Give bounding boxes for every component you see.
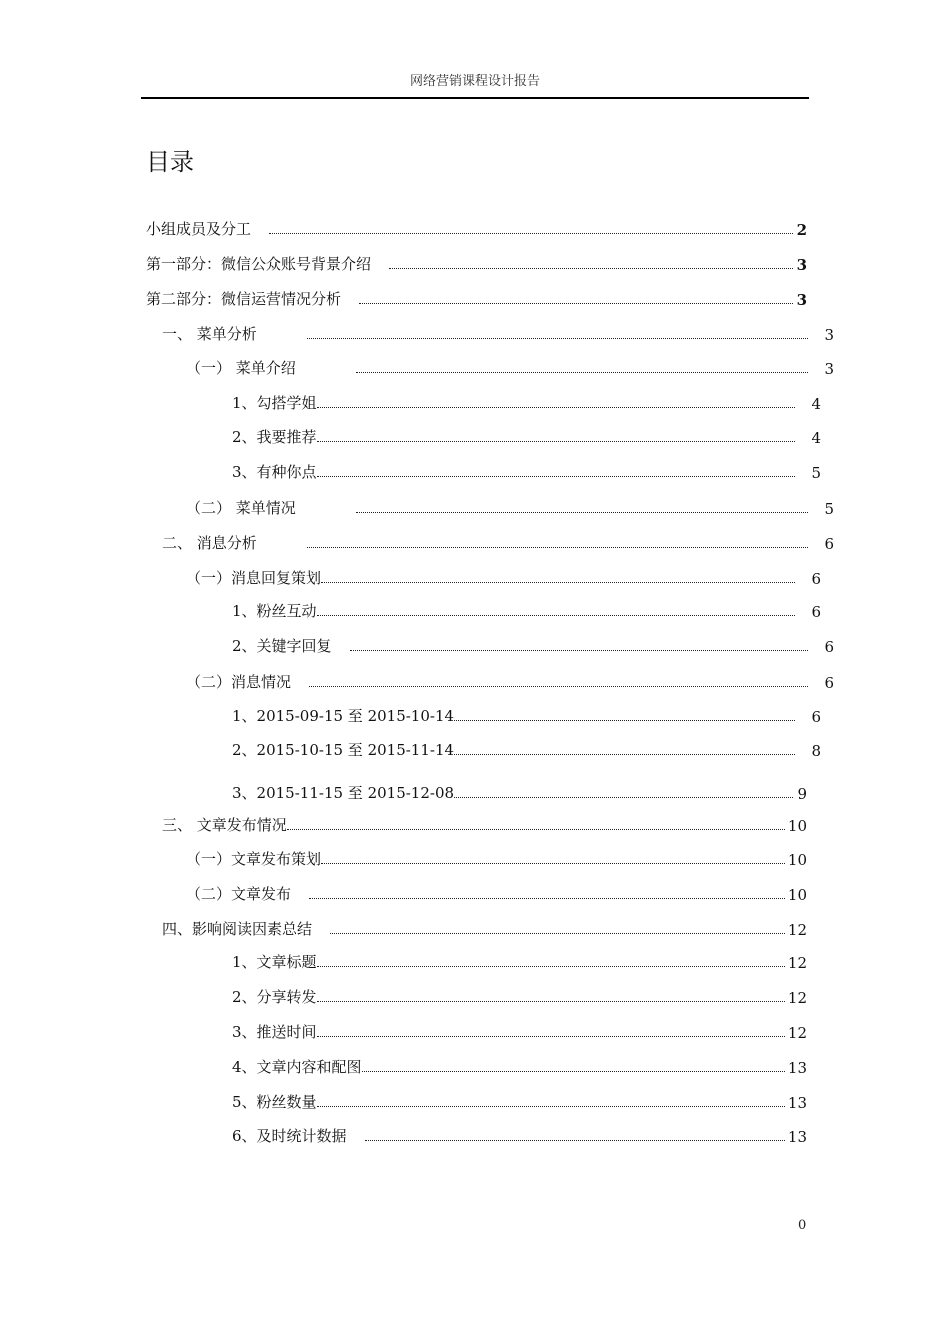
toc-leader <box>362 1070 785 1072</box>
toc-entry[interactable] <box>232 1055 807 1077</box>
toc-entry-page: 6 <box>824 535 834 553</box>
toc-entry-page: 12 <box>787 921 807 939</box>
toc-leader <box>317 1000 785 1002</box>
toc-leader <box>317 406 795 408</box>
toc-entry[interactable] <box>146 287 807 309</box>
toc-entry-label: 一、 菜单分析 <box>162 325 257 343</box>
toc-title: 目录 <box>146 148 194 176</box>
toc-entry-page: 5 <box>811 464 821 482</box>
toc-entry[interactable] <box>186 670 834 692</box>
toc-entry-label: 四、影响阅读因素总结 <box>162 920 313 938</box>
toc-entry-label: （一）消息回复策划 <box>186 569 322 587</box>
toc-entry[interactable] <box>186 496 834 518</box>
toc-entry-label: （二）文章发布 <box>186 885 292 903</box>
toc-leader <box>454 719 795 721</box>
toc-leader <box>330 932 785 934</box>
toc-entry-label: 3、推送时间 <box>232 1023 317 1041</box>
toc-leader <box>307 546 808 548</box>
toc-entry[interactable] <box>186 882 807 904</box>
toc-entry-label: （一） 菜单介绍 <box>186 359 296 377</box>
toc-entry-page: 4 <box>811 429 821 447</box>
toc-entry[interactable] <box>162 322 834 344</box>
toc-entry-label: （一）文章发布策划 <box>186 850 322 868</box>
toc-leader <box>356 511 808 513</box>
running-header: 网络营销课程设计报告 <box>409 74 540 89</box>
toc-leader <box>317 614 795 616</box>
toc-entry-page: 12 <box>787 954 807 972</box>
toc-entry[interactable] <box>146 252 807 274</box>
toc-leader <box>317 440 795 442</box>
toc-entry-label: 三、 文章发布情况 <box>162 816 287 834</box>
toc-entry-label: 4、文章内容和配图 <box>232 1058 362 1076</box>
toc-leader <box>287 828 785 830</box>
toc-entry-page: 10 <box>787 817 807 835</box>
toc-entry-label: 2、分享转发 <box>232 988 317 1006</box>
toc-entry-page: 6 <box>811 570 821 588</box>
toc-entry-page: 10 <box>787 851 807 869</box>
toc-entry[interactable] <box>232 1020 807 1042</box>
toc-leader <box>317 965 785 967</box>
toc-entry-page: 13 <box>787 1094 807 1112</box>
toc-entry-page: 13 <box>787 1128 807 1146</box>
toc-entry[interactable] <box>232 1090 807 1112</box>
toc-entry-label: 1、粉丝互动 <box>232 602 317 620</box>
toc-entry[interactable] <box>232 738 821 760</box>
toc-entry[interactable] <box>232 634 834 656</box>
toc-entry-page: 3 <box>796 256 807 274</box>
toc-entry-label: 3、2015-11-15 至 2015-12-08 <box>232 784 455 802</box>
toc-entry-label: 2、关键字回复 <box>232 637 332 655</box>
toc-leader <box>317 1105 785 1107</box>
toc-leader <box>321 581 795 583</box>
toc-leader <box>359 302 793 304</box>
toc-entry-page: 2 <box>796 221 807 239</box>
toc-entry-label: 1、2015-09-15 至 2015-10-14 <box>232 707 455 725</box>
toc-entry[interactable] <box>232 1124 807 1146</box>
toc-leader <box>454 796 793 798</box>
toc-entry[interactable] <box>232 425 821 447</box>
toc-entry[interactable] <box>232 985 807 1007</box>
toc-entry-page: 12 <box>787 989 807 1007</box>
toc-leader <box>269 232 793 234</box>
toc-leader <box>309 685 808 687</box>
toc-leader <box>309 897 785 899</box>
toc-entry-label: 6、及时统计数据 <box>232 1127 347 1145</box>
toc-entry-page: 9 <box>797 785 807 803</box>
toc-entry[interactable] <box>232 391 821 413</box>
toc-entry[interactable] <box>162 917 807 939</box>
toc-entry[interactable] <box>162 813 807 835</box>
toc-entry-page: 13 <box>787 1059 807 1077</box>
header-rule <box>141 97 809 99</box>
toc-entry-label: 2、我要推荐 <box>232 428 317 446</box>
toc-entry-page: 8 <box>811 742 821 760</box>
toc-entry-label: 1、文章标题 <box>232 953 317 971</box>
toc-leader <box>389 267 793 269</box>
toc-entry-label: 第二部分：微信运营情况分析 <box>146 290 342 308</box>
toc-entry-label: 1、勾搭学姐 <box>232 394 317 412</box>
toc-entry-page: 10 <box>787 886 807 904</box>
toc-entry-label: 小组成员及分工 <box>146 220 252 238</box>
toc-entry-label: 第一部分：微信公众账号背景介绍 <box>146 255 372 273</box>
toc-entry-label: 2、2015-10-15 至 2015-11-14 <box>232 741 455 759</box>
toc-entry-page: 5 <box>824 500 834 518</box>
toc-entry-page: 6 <box>811 603 821 621</box>
toc-entry-label: （二）消息情况 <box>186 673 292 691</box>
toc-entry[interactable] <box>186 847 807 869</box>
toc-entry[interactable] <box>232 599 821 621</box>
toc-entry[interactable] <box>232 704 821 726</box>
toc-leader <box>317 475 795 477</box>
toc-entry-label: 3、有种你点 <box>232 463 317 481</box>
toc-leader <box>454 753 795 755</box>
toc-entry[interactable] <box>162 531 834 553</box>
toc-entry[interactable] <box>232 460 821 482</box>
toc-entry[interactable] <box>186 566 821 588</box>
toc-leader <box>350 649 808 651</box>
toc-entry-label: 二、 消息分析 <box>162 534 257 552</box>
toc-entry-page: 6 <box>824 674 834 692</box>
toc-entry[interactable] <box>186 356 834 378</box>
toc-leader <box>356 371 808 373</box>
toc-entry[interactable] <box>232 781 807 803</box>
toc-entry-page: 4 <box>811 395 821 413</box>
toc-entry-page: 3 <box>824 360 834 378</box>
toc-entry-page: 12 <box>787 1024 807 1042</box>
toc-entry-page: 3 <box>796 291 807 309</box>
toc-leader <box>365 1139 785 1141</box>
toc-entry[interactable] <box>146 217 807 239</box>
toc-leader <box>317 1035 785 1037</box>
toc-leader <box>307 337 808 339</box>
toc-entry-label: 5、粉丝数量 <box>232 1093 317 1111</box>
page-number: 0 <box>798 1218 807 1233</box>
toc-leader <box>321 862 785 864</box>
toc-entry[interactable] <box>232 950 807 972</box>
toc-entry-page: 6 <box>811 708 821 726</box>
toc-entry-page: 3 <box>824 326 834 344</box>
toc-entry-page: 6 <box>824 638 834 656</box>
toc-entry-label: （二） 菜单情况 <box>186 499 296 517</box>
